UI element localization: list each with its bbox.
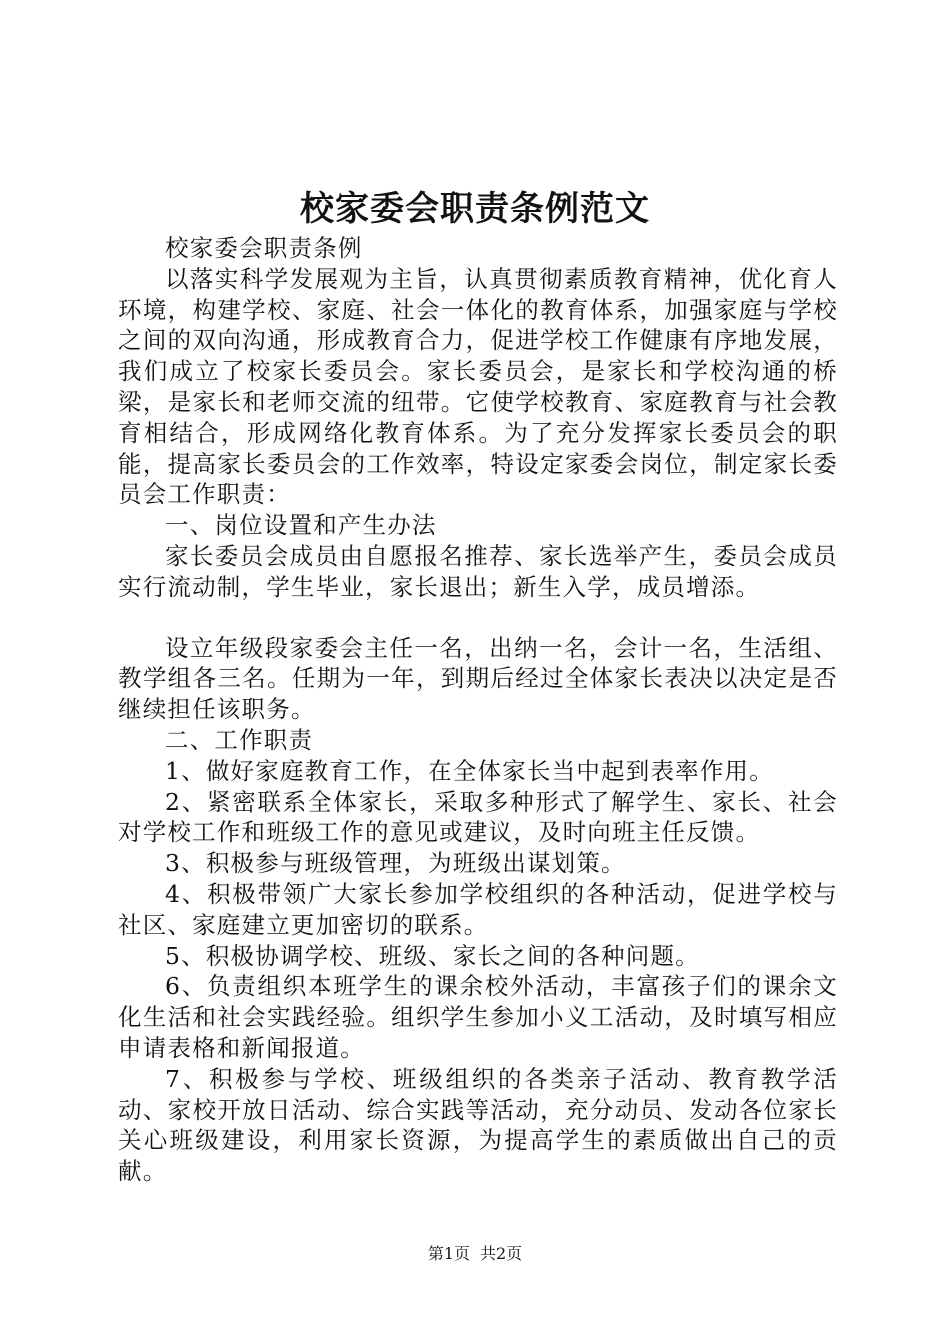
list-item: 3、积极参与班级管理，为班级出谋划策。: [165, 849, 626, 878]
page-number: 第1页: [427, 1244, 470, 1263]
document-body: [118, 233, 838, 1187]
list-item: 1、做好家庭教育工作，在全体家长当中起到表率作用。: [165, 756, 774, 785]
page-total: 共2页: [480, 1244, 523, 1263]
document-title: 校家委会职责条例范文: [300, 189, 650, 229]
list-item: 5、积极协调学校、班级、家长之间的各种问题。: [165, 941, 700, 970]
list-item: 4、积极带领广大家长参加学校组织的各种活动，促进学校与社区、家庭建立更加密切的联系。: [118, 879, 838, 939]
page-footer: [0, 1243, 950, 1265]
body-paragraph: 家长委员会成员由自愿报名推荐、家长选举产生，委员会成员实行流动制，学生毕业，家长退出；新生入学，成员增添。: [118, 541, 838, 601]
section-heading: 二、工作职责: [165, 725, 314, 754]
section-heading: 一、岗位设置和产生办法: [165, 511, 437, 540]
body-paragraph: 设立年级段家委会主任一名，出纳一名，会计一名，生活组、教学组各三名。任期为一年，到期后经过全体家长表决以决定是否继续担任该职务。: [118, 633, 838, 724]
list-item: 6、负责组织本班学生的课余校外活动，丰富孩子们的课余文化生活和社会实践经验。组织学生参加小义工活动，及时填写相应申请表格和新闻报道。: [118, 972, 838, 1062]
section-heading: 校家委会职责条例: [165, 234, 363, 262]
intro-paragraph: 以落实科学发展观为主旨，认真贯彻素质教育精神，优化育人环境，构建学校、家庭、社会一体化的教育体系，加强家庭与学校之间的双向沟通，形成教育合力，促进学校工作健康有序地发展，我们成立了校家长委员会。家长委员会，是家长和学校沟通的桥梁，是家长和老师交流的纽带。它使学校教育、家庭教育与社会教育相结合，形成网络化教育体系。为了充分发挥家长委员会的职能，提高家长委员会的工作效率，特设定家委会岗位，制定家长委员会工作职责：: [118, 264, 838, 509]
list-item: 7、积极参与学校、班级组织的各类亲子活动、教育教学活动、家校开放日活动、综合实践等活动，充分动员、发动各位家长关心班级建设，利用家长资源，为提高学生的素质做出自己的贡献。: [118, 1064, 838, 1186]
list-item: 2、紧密联系全体家长，采取多种形式了解学生、家长、社会对学校工作和班级工作的意见或建议，及时向班主任反馈。: [118, 787, 838, 847]
